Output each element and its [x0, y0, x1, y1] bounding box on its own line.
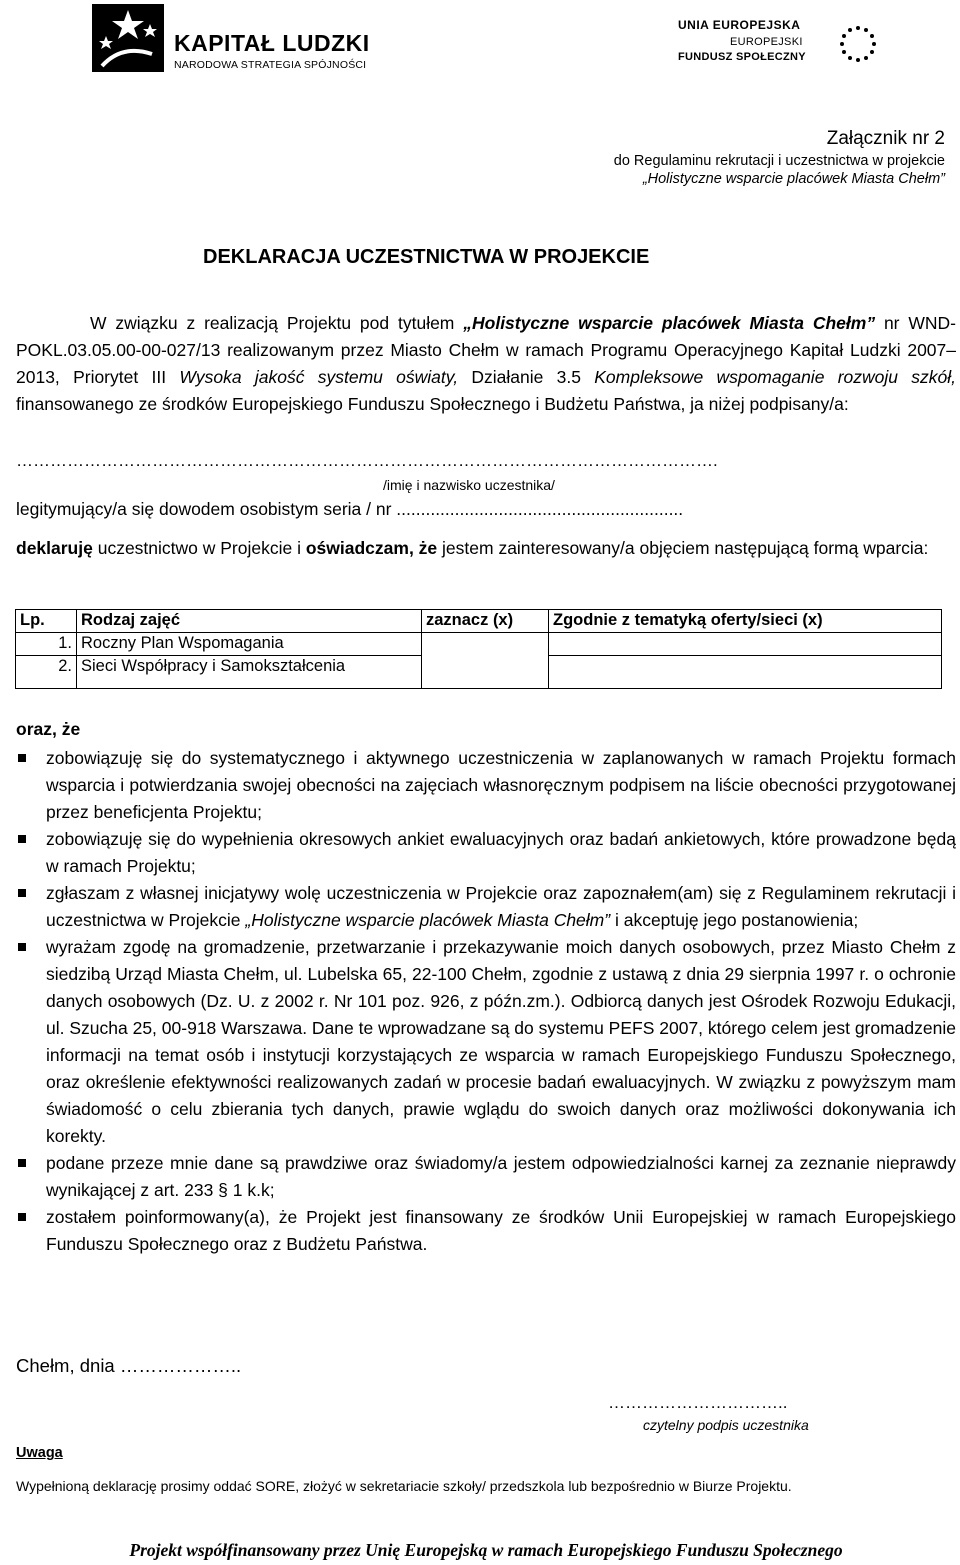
kapital-ludzki-logo [92, 4, 372, 74]
annex-project-name: „Holistyczne wsparcie placówek Miasta Chełm” [642, 171, 945, 187]
annex-header [614, 128, 945, 187]
document-title: DEKLARACJA UCZESTNICTWA W PROJEKCIE [203, 246, 650, 268]
declaration-text-2: jestem zainteresowany/a objęciem następującą formą wparcia: [437, 538, 929, 558]
list-item: podane przeze mnie dane są prawdziwe oraz świadomy/a jestem odpowiedzialności karnej za zeznanie nieprawdy wynikającej z art. 233 § 1 k.k; [16, 1150, 956, 1204]
city-date-field[interactable]: Chełm, dnia ……………….. [16, 1355, 242, 1376]
table-header-mark: zaznacz (x) [422, 610, 549, 633]
row-mark-cell[interactable] [422, 656, 549, 689]
support-form-table [15, 609, 942, 689]
row-number: 1. [16, 633, 77, 656]
annex-regulation: do Regulaminu rekrutacji i uczestnictwa w projekcie [613, 153, 945, 169]
eu-stars-flag-icon [838, 24, 878, 69]
row-type: Roczny Plan Wspomagania [77, 633, 422, 656]
intro-project-name: „Holistyczne wsparcie placówek Miasta Chełm” [463, 313, 876, 333]
eu-logo-line1: UNIA EUROPEJSKA [678, 18, 801, 32]
list-item: zobowiązuję się do wypełnienia okresowych ankiet ewaluacyjnych oraz badań ankietowych, które prowadzone będą w ramach Projektu; [16, 826, 956, 880]
table-header-type: Rodzaj zajęć [77, 610, 422, 633]
note-title: Uwaga [16, 1445, 63, 1461]
intro-priority: Wysoka jakość systemu oświaty, [179, 367, 459, 387]
declaration-paragraph [16, 535, 956, 562]
list-item: zostałem poinformowany(a), że Projekt jest finansowany ze środków Unii Europejskiej w ramach Europejskiego Funduszu Społecznego oraz z Budżetu Państwa. [16, 1204, 956, 1258]
star-emblem-icon [92, 4, 164, 72]
note-text: Wypełnioną deklarację prosimy oddać SORE, złożyć w sekretariacie szkoły/ przedszkola lub bezpośrednio w Biurze Projektu. [16, 1478, 792, 1494]
row-number: 2. [16, 656, 77, 689]
participant-name-caption: /imię i nazwisko uczestnika/ [383, 477, 555, 493]
participant-name-field[interactable]: ……………………………………………………………………………………………………………. [16, 451, 718, 470]
footer-cofinancing: Projekt współfinansowany przez Unię Europejską w ramach Europejskiego Funduszu Społecznego [129, 1540, 843, 1560]
row-type: Sieci Współpracy i Samokształcenia [77, 656, 422, 689]
list-item: wyrażam zgodę na gromadzenie, przetwarzanie i przekazywanie moich danych osobowych, przez Miasto Chełm z siedzibą Urząd Miasta Chełm, ul. Lubelska 65, 22-100 Chełm, zgodnie z ustawą z dnia 29 sierpnia 1997 r. o ochronie danych osobowych (Dz. U. z 2002 r. Nr 101 poz. 926, z późn.zm.). Odbiorcą danych jest Ośrodek Rozwoju Edukacji, ul. Szucha 25, 00-918 Warszawa. Dane te wprowadzane są do systemu PEFS 2007, którego celem jest gromadzenie informacji na temat osób i instytucji korzystających ze wsparcia w ramach Europejskiego Funduszu Społecznego, oraz określenie efektywności realizowanych zadań w procesie badań ewaluacyjnych. W związku z powyższym mam świadomość o celu zbierania tych danych, prawie wglądu do swoich danych oraz możliwości dokonywania ich korekty. [16, 934, 956, 1150]
list-item [16, 880, 956, 934]
intro-text-3: Działanie 3.5 [458, 367, 595, 387]
table-row [16, 656, 942, 689]
logo-tagline: NARODOWA STRATEGIA SPÓJNOŚCI [174, 59, 367, 71]
row-topic-cell[interactable] [549, 633, 942, 656]
declaration-bold-1: deklaruję [16, 538, 93, 558]
intro-text-4: finansowanego ze środków Europejskiego Funduszu Społecznego i Budżetu Państwa, ja niżej podpisany/a: [16, 394, 849, 414]
list-item: zobowiązuję się do systematycznego i aktywnego uczestniczenia w zaplanowanych w ramach Projektu formach wsparcia i potwierdzania swojej obecności na zajęciach własnoręcznym podpisem na liście obecności przygotowanej przez beneficjenta Projektu; [16, 745, 956, 826]
table-header-topic: Zgodnie z tematyką oferty/sieci (x) [549, 610, 942, 633]
signature-field[interactable]: ………………………….. [608, 1393, 788, 1412]
row-mark-cell[interactable] [422, 633, 549, 656]
table-row [16, 633, 942, 656]
table-header-row [16, 610, 942, 633]
eu-logo-line2: EUROPEJSKI [730, 36, 803, 48]
intro-text-2: nr WND-POKL.03.05.00-00-027/13 realizowanym przez Miasto Chełm w ramach Programu Operacyjnego Kapitał Ludzki 2007–2013, Priorytet III [16, 313, 956, 387]
declaration-bold-2: oświadczam, że [305, 538, 438, 558]
table-header-lp: Lp. [16, 610, 77, 633]
row-topic-cell[interactable] [549, 656, 942, 689]
list-item-text: zgłaszam z własnej inicjatywy wolę uczestniczenia w Projekcie oraz zapoznałem(am) się z Regulaminem rekrutacji i uczestnictwa w Projekcie [46, 883, 956, 930]
signature-caption: czytelny podpis uczestnika [643, 1417, 809, 1433]
obligations-list [16, 745, 956, 1258]
intro-paragraph [16, 310, 956, 418]
logo-brand-text: KAPITAŁ LUDZKI [174, 30, 370, 56]
eu-efs-logo [678, 18, 878, 68]
list-item-project-name: „Holistyczne wsparcie placówek Miasta Chełm” [245, 910, 611, 930]
id-document-field[interactable]: legitymujący/a się dowodem osobistym seria / nr ........................................................... [16, 499, 684, 519]
intro-text-1: W związku z realizacją Projektu pod tytułem [90, 313, 464, 333]
declaration-text-1: uczestnictwo w Projekcie i [92, 538, 306, 558]
list-item-text: i akceptuję jego postanowienia; [610, 910, 859, 930]
annex-title: Załącznik nr 2 [826, 128, 945, 149]
intro-action: Kompleksowe wspomaganie rozwoju szkół, [594, 367, 957, 387]
oraz-heading: oraz, że [16, 719, 81, 739]
eu-logo-line3: FUNDUSZ SPOŁECZNY [678, 51, 806, 63]
